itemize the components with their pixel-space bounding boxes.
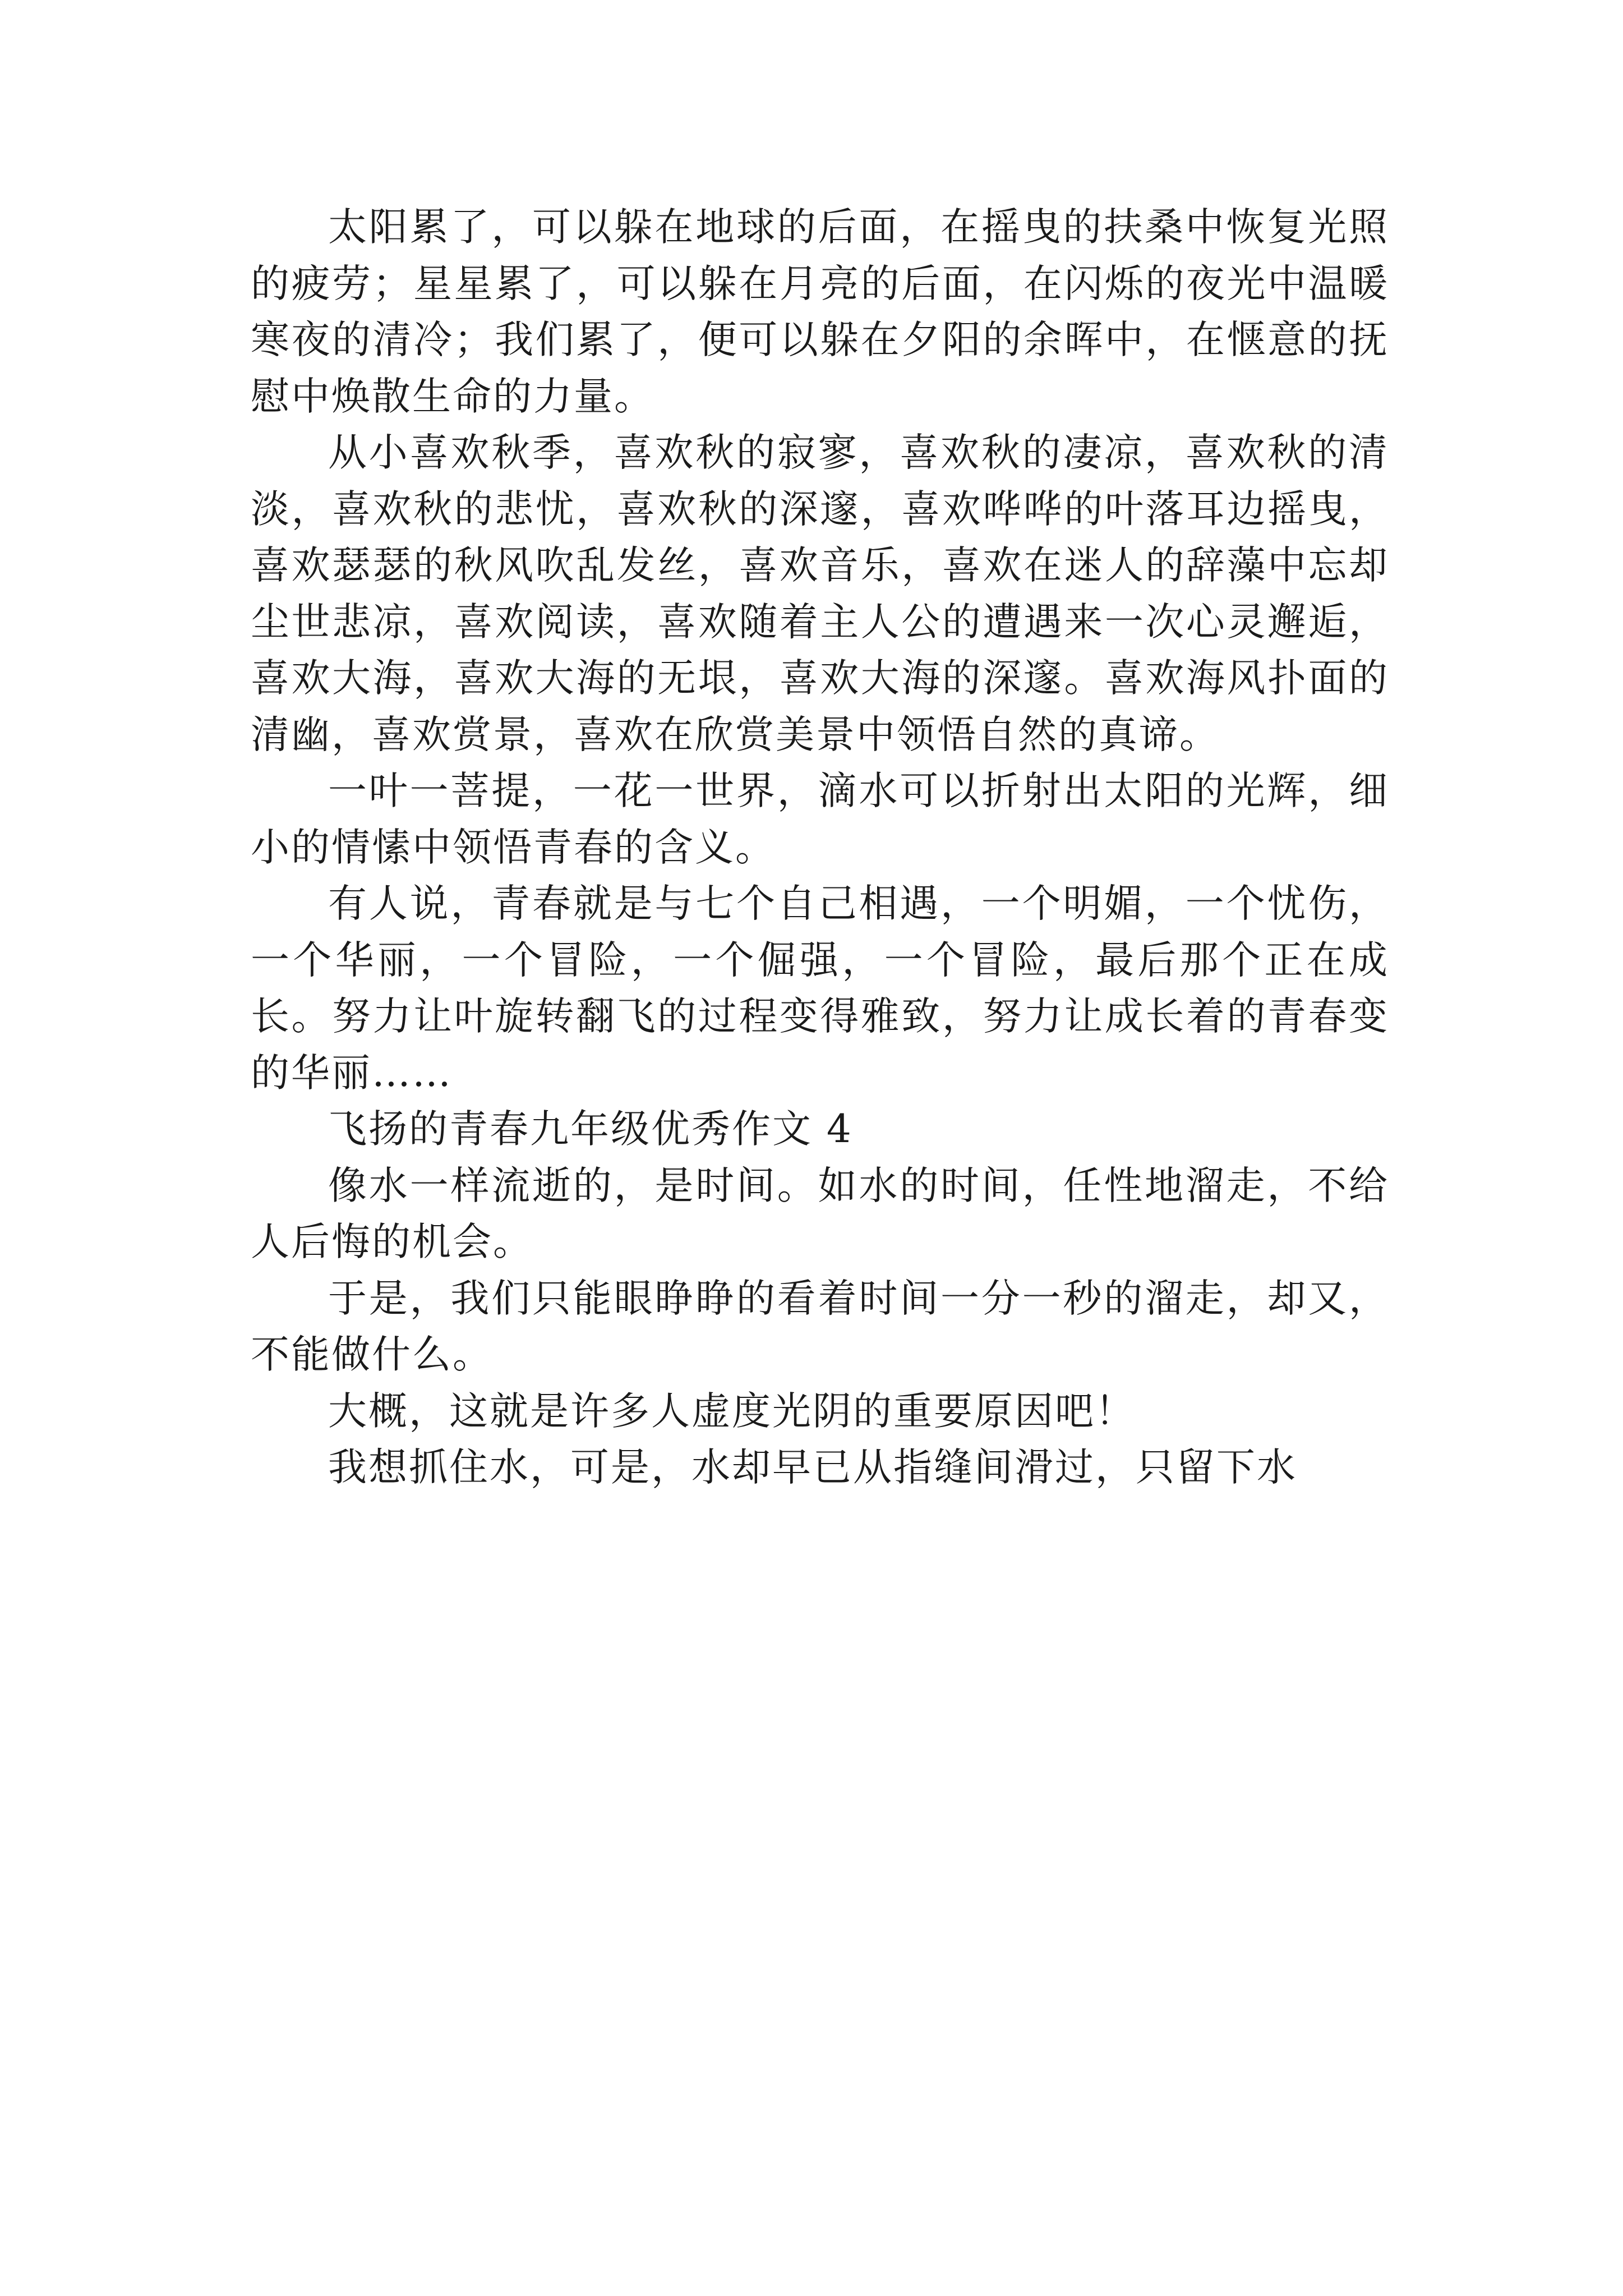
paragraph-6: 于是，我们只能眼睁睁的看着时间一分一秒的溜走，却又，不能做什么。 — [251, 1276, 1389, 1377]
paragraph-7: 大概，这就是许多人虚度光阴的重要原因吧！ — [328, 1388, 1136, 1434]
paragraph-8: 我想抓住水，可是，水却早已从指缝间滑过，只留下水 — [328, 1445, 1297, 1490]
paragraph-2: 从小喜欢秋季，喜欢秋的寂寥，喜欢秋的凄凉，喜欢秋的清淡，喜欢秋的悲忧，喜欢秋的深邃，喜欢哗哗的叶落耳边摇曳，喜欢瑟瑟的秋风吹乱发丝，喜欢音乐，喜欢在迷人的辞藻中忘却尘世悲凉，喜欢阅读，喜欢随着主人公的遭遇来一次心灵邂逅，喜欢大海，喜欢大海的无垠，喜欢大海的深邃。喜欢海风扑面的清幽，喜欢赏景，喜欢在欣赏美景中领悟自然的真谛。 — [251, 430, 1389, 757]
paragraph-3: 一叶一菩提，一花一世界，滴水可以折射出太阳的光辉，细小的情愫中领悟青春的含义。 — [251, 769, 1389, 870]
section-title: 飞扬的青春九年级优秀作文 4 — [328, 1107, 853, 1152]
document-body — [251, 199, 1389, 1496]
paragraph-5: 像水一样流逝的，是时间。如水的时间，任性地溜走，不给人后悔的机会。 — [251, 1163, 1389, 1264]
paragraph-4: 有人说，青春就是与七个自己相遇，一个明媚，一个忧伤，一个华丽，一个冒险，一个倔强，一个冒险，最后那个正在成长。努力让叶旋转翻飞的过程变得雅致，努力让成长着的青春变的华丽…… — [251, 881, 1389, 1096]
paragraph-1: 太阳累了，可以躲在地球的后面，在摇曳的扶桑中恢复光照的疲劳；星星累了，可以躲在月亮的后面，在闪烁的夜光中温暖寒夜的清冷；我们累了，便可以躲在夕阳的余晖中，在惬意的抚慰中焕散生命的力量。 — [251, 205, 1389, 419]
